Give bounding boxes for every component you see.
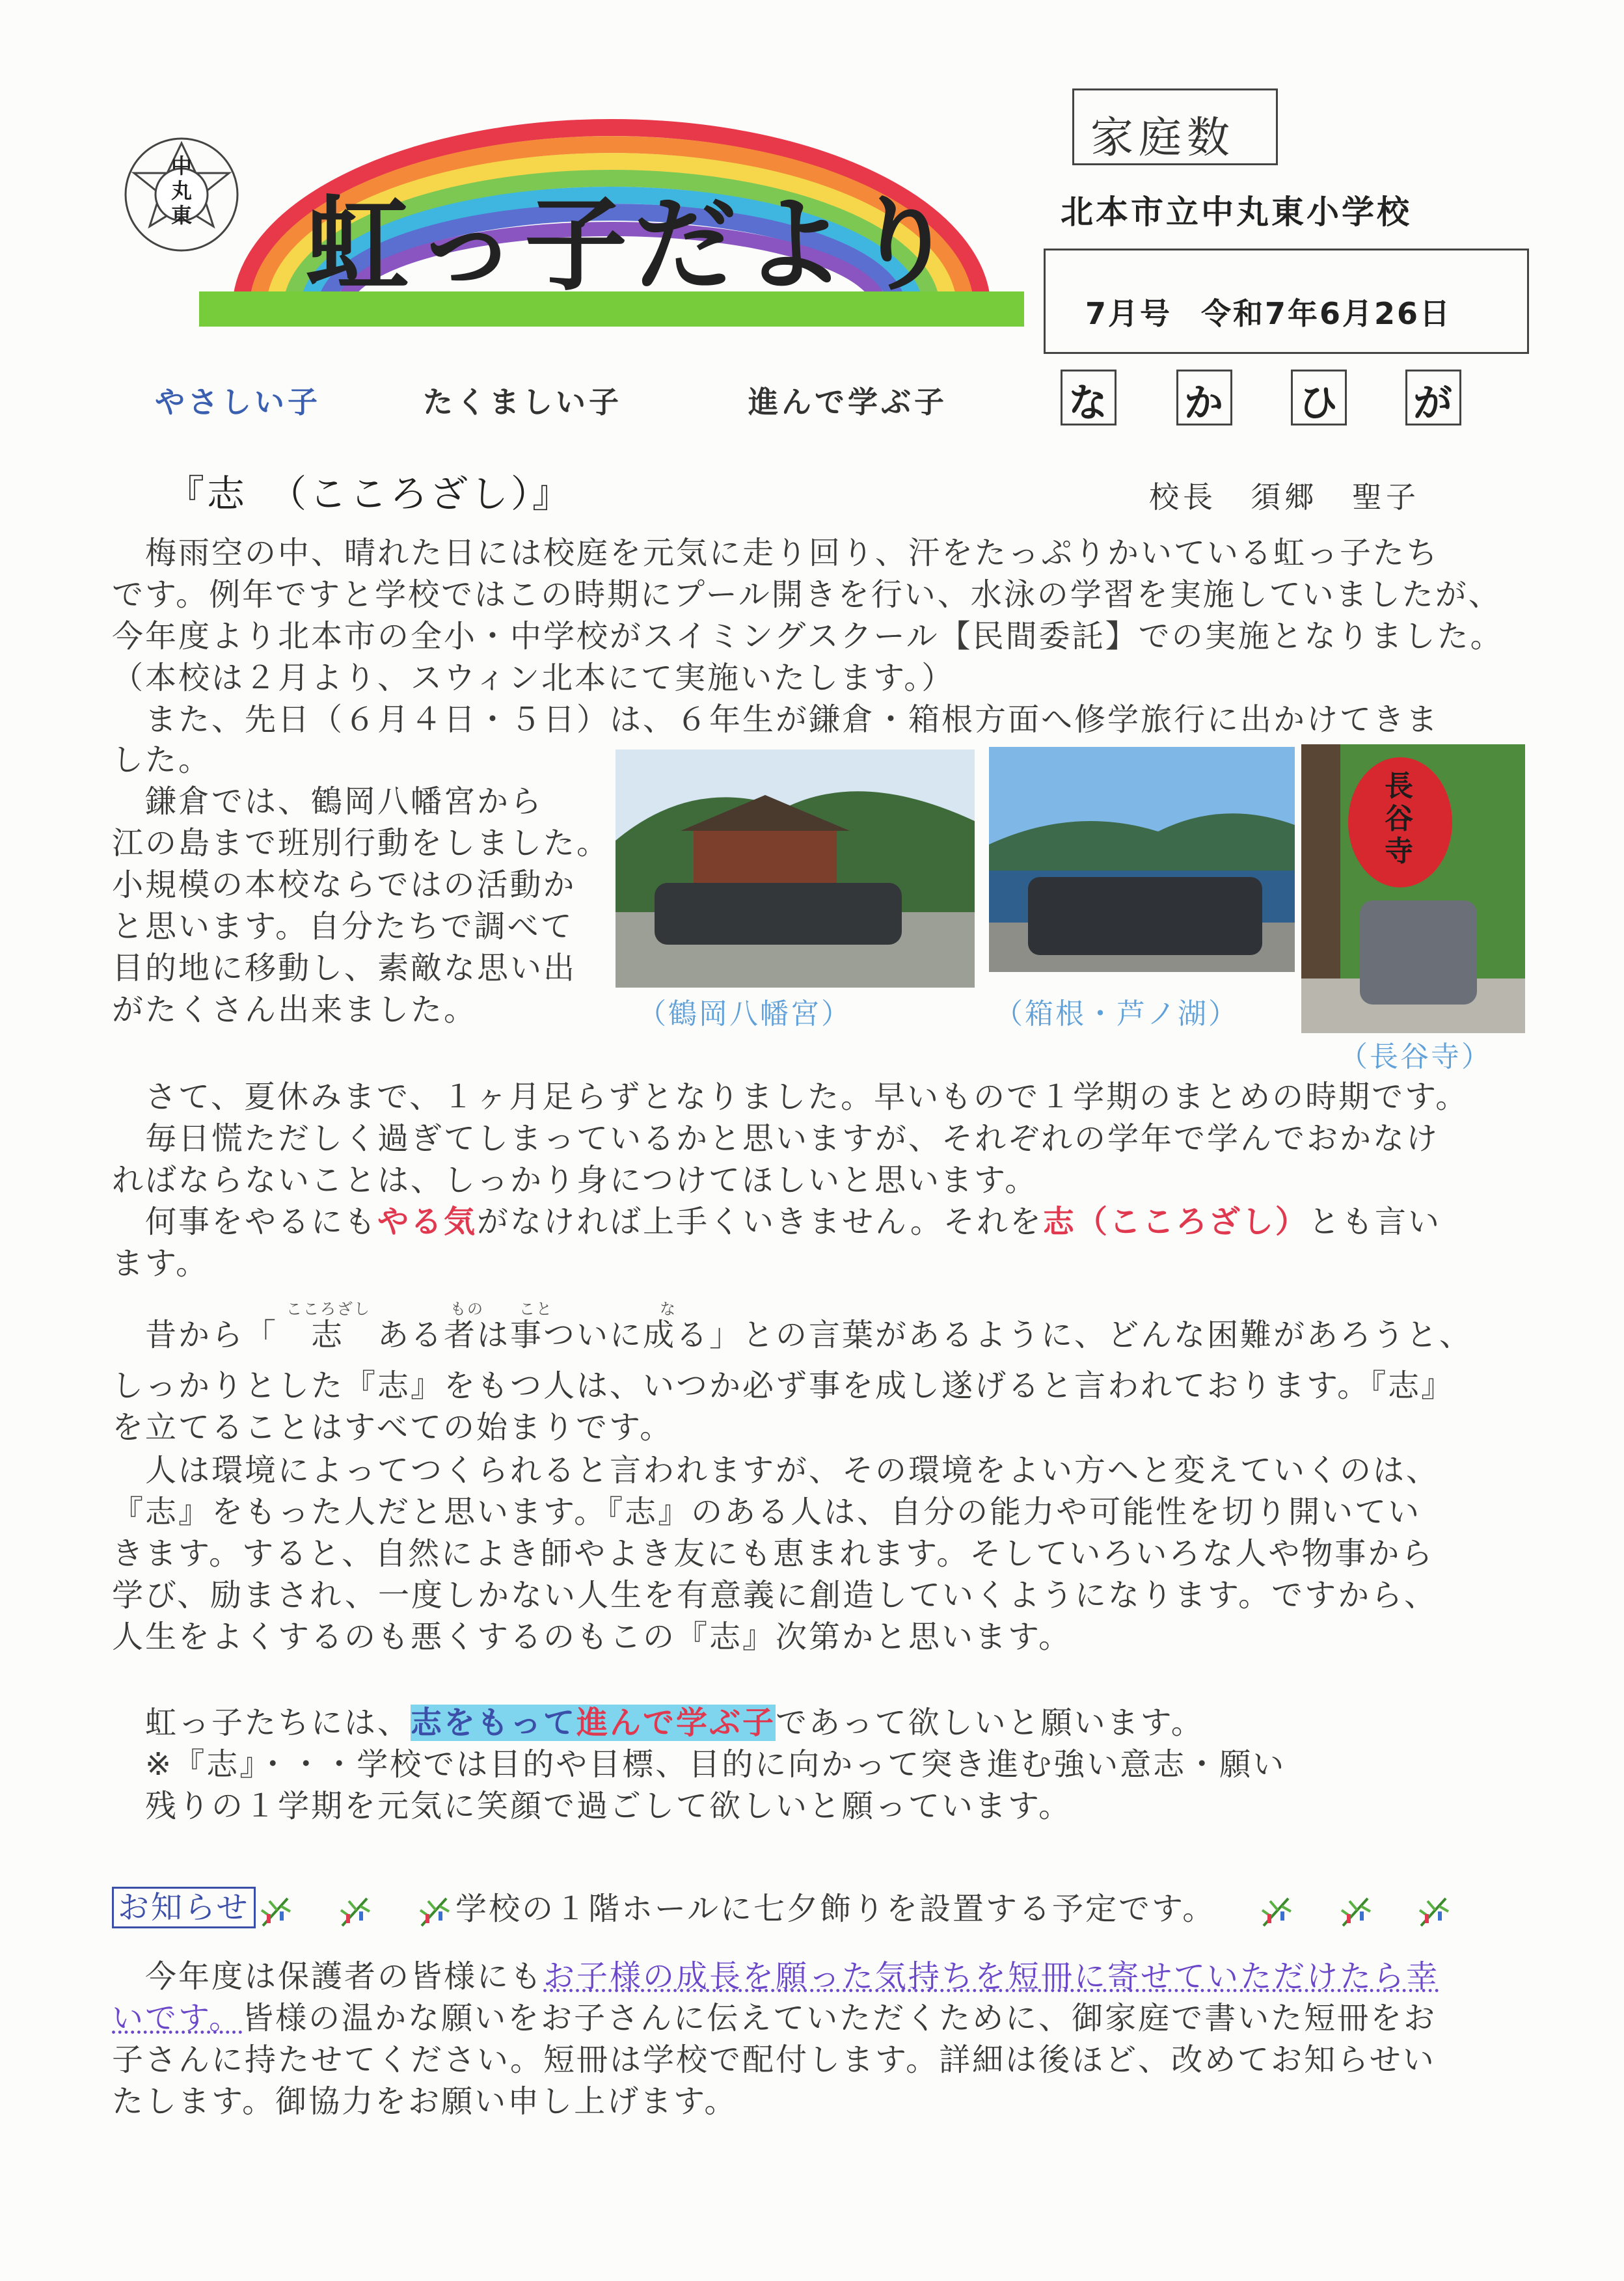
article-line-3: 今年度より北本市の全小・中学校がスイミングスクール【民間委託】での実施となりました。 [112,618,1504,655]
keyword-na: な [1068,381,1107,426]
photo-hasedera [1301,744,1525,1033]
article-line-21: 学び、励まされ、一度しかない人生を有意義に創造していくようになります。ですから、 [112,1577,1438,1613]
notice-line-3: 子さんに持たせてください。短冊は学校で配付します。詳細は後ほど、改めてお知らせい [112,2042,1436,2078]
keyword-ga: が [1413,381,1452,426]
lantern-text: 長谷寺 [1385,770,1413,868]
wish-pre: 虹っ子たちには、 [112,1705,411,1741]
article-line-18: 人は環境によってつくられると言われますが、その環境をよい方へと変えていくのは、 [112,1452,1440,1489]
article-line-14: 毎日慌ただしく過ぎてしまっているかと思いますが、それぞれの学年で学んでおかなけ [112,1120,1440,1157]
photo-ashinoko [989,747,1295,972]
article-line-7: 鎌倉では、鶴岡八幡宮から [112,783,544,820]
notice-emphasis-1: お子様の成長を願った気持ちを短冊に寄せていただけたら幸 [543,1958,1440,1995]
caption-ashinoko: （箱根・芦ノ湖） [994,997,1239,1031]
article-title: 『志 （こころざし）』 [167,472,573,516]
article-wish-line [112,1702,1511,1744]
yaruki-post: とも言い [1308,1204,1441,1240]
article-note: ※『志』・・・学校では目的や目標、目的に向かって突き進む強い意志・願い [112,1746,1286,1783]
motto-kind: やさしい子 [155,385,321,420]
article-author: 校長 須郷 聖子 [1149,479,1420,515]
article-line-11: 目的地に移動し、素敵な思い出 [112,950,577,986]
ruby-mono: もの [450,1300,484,1318]
caption-hasedera: （長谷寺） [1339,1040,1492,1073]
yaruki-word: やる気 [377,1204,478,1240]
article-line-13: さて、夏休みまで、１ヶ月足らずとなりました。早いもので１学期のまとめの時期です。 [112,1079,1469,1115]
notice-line-2 [112,1997,1511,2039]
article-line-20: きます。すると、自然によき師やよき友にも恵まれます。そしていろいろな人や物事から [112,1535,1435,1572]
motto-strong: たくましい子 [423,385,622,420]
wish-highlight-2: 進んで学ぶ子 [576,1705,776,1741]
ruby-kokorozashi: こころざし [286,1300,371,1318]
tanabata-bamboo-icon [337,1895,372,1928]
tanabata-bamboo-icon [1338,1895,1373,1928]
category-label: 家庭数 [1090,113,1235,163]
yaruki-mid: がなければ上手くいきません。それを [477,1204,1043,1240]
article-yaruki-end: ます。 [112,1245,210,1282]
ruby-koto: こと [519,1300,553,1318]
school-name: 北本市立中丸東小学校 [1061,193,1412,231]
newsletter-title: 虹っ子だより [306,185,962,305]
yaruki-pre: 何事をやるにも [112,1204,378,1240]
article-line-8: 江の島まで班別行動をしました。 [112,825,610,861]
tanabata-bamboo-icon [416,1895,452,1928]
article-line-6: した。 [112,742,212,778]
issue-number: 7月号 [1085,296,1172,331]
notice-p1-pre: 今年度は保護者の皆様にも [112,1958,544,1995]
article-line-9: 小規模の本校ならではの活動か [112,867,576,903]
article-line-15: ればならないことは、しっかり身につけてほしいと思います。 [112,1162,1038,1198]
kokorozashi-word: 志（こころざし） [1042,1204,1308,1240]
wish-post: であって欲しいと願います。 [776,1705,1204,1741]
notice-emphasis-2: いです。 [112,2000,243,2036]
keyword-hi: ひ [1299,381,1338,426]
article-line-17: を立てることはすべての始まりです。 [112,1409,673,1446]
notice-headline: 学校の１階ホールに七夕飾りを設置する予定です。 [455,1891,1216,1927]
article-yaruki-line [112,1201,1511,1243]
article-line-4: （本校は２月より、スウィン北本にて実施いたします。） [112,660,955,696]
article-line-16: しっかりとした『志』をもつ人は、いつか必ず事を成し遂げると言われております。『志』 [112,1368,1455,1404]
tanabata-bamboo-icon [1416,1895,1451,1928]
caption-tsurugaoka: （鶴岡八幡宮） [638,997,852,1031]
issue-date: 令和7年6月26日 [1201,296,1452,331]
motto-learn: 進んで学ぶ子 [748,385,947,420]
keyword-ka: か [1184,381,1223,426]
article-quote-line: 昔から「 志 ある者は事ついに成る」との言葉があるように、どんな困難があろうと、 [112,1317,1473,1353]
emblem-text: 中丸東 [170,154,192,228]
wish-highlight-1: 志をもって [411,1705,577,1741]
article-line-1: 梅雨空の中、晴れた日には校庭を元気に走り回り、汗をたっぷりかいている虹っ子たち [112,535,1440,571]
article-closing: 残りの１学期を元気に笑顔で過ごして欲しいと願っています。 [112,1788,1072,1824]
article-line-2: です。例年ですと学校ではこの時期にプール開きを行い、水泳の学習を実施していましたが、 [112,576,1502,613]
photo-tsurugaoka [616,749,975,988]
notice-p1-post: 皆様の温かな願いをお子さんに伝えていただくために、御家庭で書いた短冊をお [242,2000,1437,2036]
ruby-na: な [660,1300,677,1318]
article-line-22: 人生をよくするのも悪くするのもこの『志』次第かと思います。 [112,1619,1072,1655]
tanabata-bamboo-icon [1258,1895,1293,1928]
article-line-19: 『志』をもった人だと思います。『志』のある人は、自分の能力や可能性を切り開いてい [112,1494,1422,1530]
notice-line-4: たします。御協力をお願い申し上げます。 [112,2083,738,2120]
article-line-5: また、先日（６月４日・５日）は、６年生が鎌倉・箱根方面へ修学旅行に出かけてきま [112,701,1440,738]
article-line-10: と思います。自分たちで調べて [112,908,574,945]
article-line-12: がたくさん出来ました。 [112,992,478,1028]
notice-line-1 [112,1956,1511,1997]
notice-label: お知らせ [112,1887,256,1928]
tanabata-bamboo-icon [258,1895,293,1928]
